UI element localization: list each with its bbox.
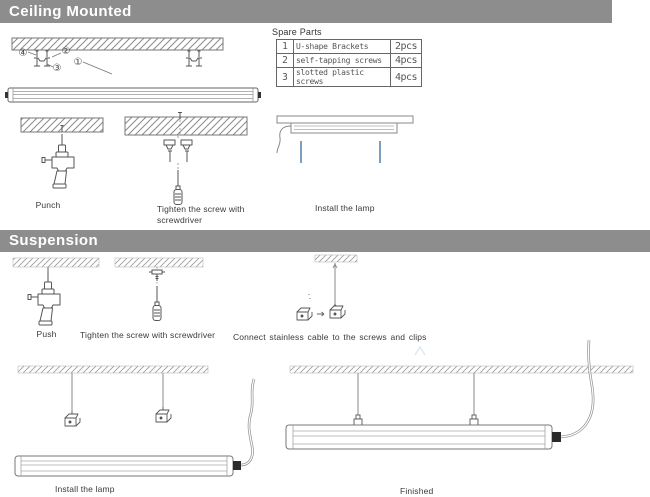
lamp-tube-icon [286,425,552,449]
suspension-install-illustration [8,358,268,490]
part-quantity: 4pcs [391,54,422,68]
bracket-assembly-icon [164,140,192,162]
arrow-right-icon [317,312,324,316]
spare-parts-title: Spare Parts [272,27,322,37]
section-header-ceiling-mounted: Ceiling Mounted [0,0,612,23]
cable-clip-icon [330,306,345,318]
table-row [277,54,422,68]
u-bracket-left-icon [34,51,50,66]
step-label-finished: Finished [400,486,434,496]
cable-clip-icon [156,407,171,422]
ceiling-hatch [115,258,203,267]
screwdriver-icon [174,170,182,205]
cable-fitting-icon [354,415,362,425]
part-name: U-shape Brackets [294,40,391,54]
step-label-suspension-tighten: Tighten the screw with screwdriver [80,330,216,340]
mounting-plate [277,116,413,123]
ceiling-exploded-illustration [0,28,270,113]
power-cord [277,126,291,153]
part-name: slotted plastic screws [294,68,391,87]
suspension-tighten-illustration [108,253,233,333]
u-bracket-right-icon [186,51,202,66]
drill-icon [42,134,74,188]
part-name: self-tapping screws [294,54,391,68]
stainless-cable-icon [333,263,337,307]
cable-clip-icon [297,308,312,320]
power-cord [241,379,254,465]
callout-2: ② [61,46,71,57]
step-label-suspension-install: Install the lamp [55,484,115,494]
step-label-tighten [157,204,257,225]
part-number: 2 [277,54,294,68]
step-label-punch: Punch [35,200,61,210]
callout-1: ① [73,57,83,68]
power-cord [561,340,593,437]
cable-clip-icon [65,411,80,426]
faint-up-arrow-icon [415,347,425,355]
ceiling-hatch [315,255,357,262]
part-quantity: 4pcs [391,68,422,87]
callout-3: ③ [52,63,62,74]
ceiling-hatch [290,366,633,373]
step-label-install-ceiling: Install the lamp [315,203,375,213]
ceiling-beam [12,38,223,50]
connect-cable-illustration [283,250,458,330]
drill-icon [28,271,60,325]
table-row [277,68,422,87]
step-label-line2: screwdriver [157,214,203,225]
direction-indicator-lines [301,141,380,163]
anchor-icon [149,270,165,281]
screwdriver-icon [153,286,161,321]
punch-illustration [15,112,110,197]
finished-illustration [278,335,650,495]
lamp-tube-icon [5,88,261,102]
spare-parts-table [276,39,422,87]
screw-dots [309,294,310,299]
part-number: 1 [277,40,294,54]
step-label-push: Push [36,329,57,339]
part-number: 3 [277,68,294,87]
end-connector [233,461,241,470]
tighten-screw-illustration [118,110,253,205]
ceiling-beam [125,117,247,135]
part-quantity: 2pcs [391,40,422,54]
ceiling-hatch [13,258,99,267]
ceiling-hatch [18,366,208,373]
section-header-suspension: Suspension [0,230,650,252]
install-lamp-illustration [268,112,423,174]
table-row [277,40,422,54]
lamp-tube-icon [15,456,233,476]
lamp-tube-icon [291,123,397,133]
step-label-line1: Tighten the screw with [157,204,245,214]
push-illustration [8,253,108,333]
end-connector [552,432,561,442]
callout-4: ④ [18,48,28,59]
cable-fitting-icon [470,415,478,425]
step-label-connect: Connect stainless cable to the screws and clips [233,332,427,342]
